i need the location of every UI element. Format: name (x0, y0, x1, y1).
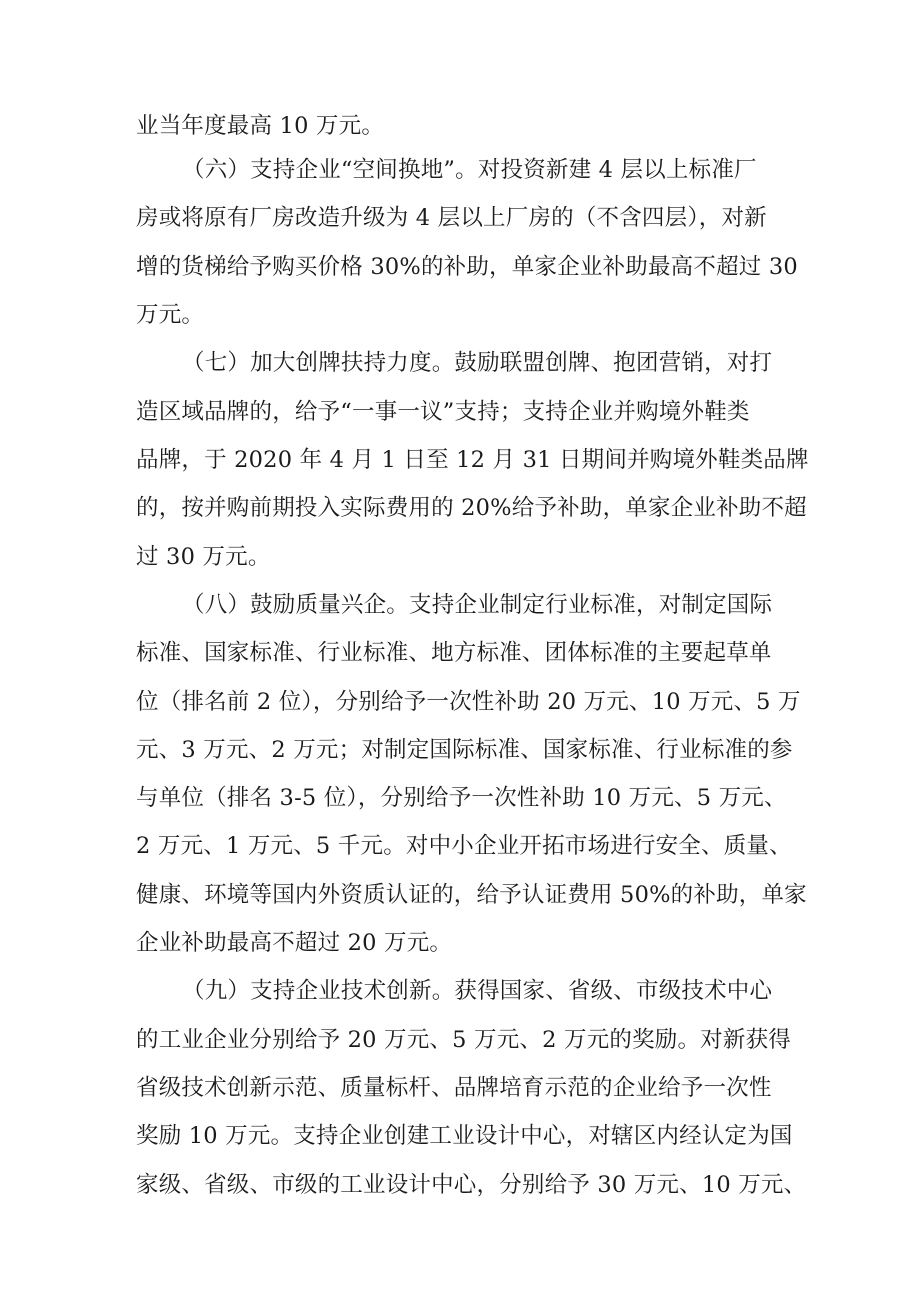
text-line: 位（排名前 2 位），分别给予一次性补助 20 万元、10 万元、5 万 (136, 689, 801, 715)
text-line: 2 万元、1 万元、5 千元。对中小企业开拓市场进行安全、质量、 (136, 833, 792, 859)
text-line: 造区域品牌的，给予“一事一议”支持；支持企业并购境外鞋类 (136, 399, 750, 425)
text-line: 万元。 (136, 302, 205, 328)
text-line: 奖励 10 万元。支持企业创建工业设计中心，对辖区内经认定为国 (136, 1123, 793, 1149)
text-line: 企业补助最高不超过 20 万元。 (136, 930, 453, 956)
text-line: 标准、国家标准、行业标准、地方标准、团体标准的主要起草单 (136, 640, 772, 666)
text-line: 增的货梯给予购买价格 30%的补助，单家企业补助最高不超过 30 (136, 254, 798, 280)
text-line: 健康、环境等国内外资质认证的，给予认证费用 50%的补助，单家 (136, 882, 807, 908)
text-line: 元、3 万元、2 万元；对制定国际标准、国家标准、行业标准的参 (136, 737, 793, 763)
text-line: 的，按并购前期投入实际费用的 20%给予补助，单家企业补助不超 (136, 495, 807, 521)
paragraph-8-heading-line: （八）鼓励质量兴企。支持企业制定行业标准，对制定国际 (182, 592, 773, 618)
paragraph-6-heading-line: （六）支持企业“空间换地”。对投资新建 4 层以上标准厂 (182, 157, 757, 183)
text-line: 品牌，于 2020 年 4 月 1 日至 12 月 31 日期间并购境外鞋类品牌 (136, 447, 809, 473)
paragraph-7-heading-line: （七）加大创牌扶持力度。鼓励联盟创牌、抱团营销，对打 (182, 350, 773, 376)
text-line: 家级、省级、市级的工业设计中心，分别给予 30 万元、10 万元、 (136, 1172, 807, 1198)
text-line: 的工业企业分别给予 20 万元、5 万元、2 万元的奖励。对新获得 (136, 1027, 791, 1053)
text-line: 省级技术创新示范、质量标杆、品牌培育示范的企业给予一次性 (136, 1075, 772, 1101)
text-line: 与单位（排名 3-5 位），分别给予一次性补助 10 万元、5 万元、 (136, 785, 787, 811)
text-line: 房或将原有厂房改造升级为 4 层以上厂房的（不含四层），对新 (136, 205, 767, 231)
text-line: 业当年度最高 10 万元。 (136, 113, 385, 139)
paragraph-9-heading-line: （九）支持企业技术创新。获得国家、省级、市级技术中心 (182, 978, 773, 1004)
text-line: 过 30 万元。 (136, 544, 271, 570)
